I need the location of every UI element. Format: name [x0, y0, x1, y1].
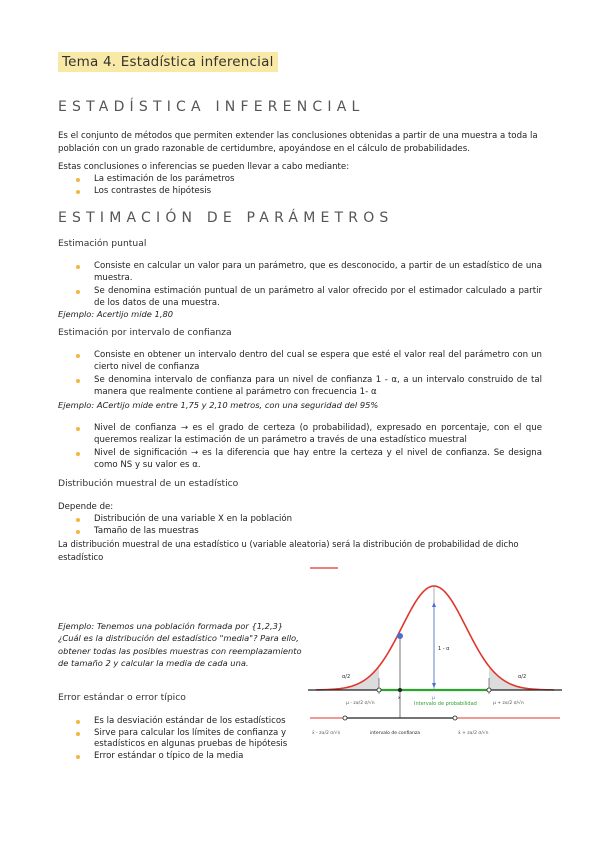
list-item: Nivel de confianza → es el grado de certeza (o probabilidad), expresado en porcentaje, con el que queremos realizar la estimación de un parámetro a través de una estadístico muestral — [76, 423, 542, 446]
list-item: Es la desviación estándar de los estadísticos — [76, 716, 288, 728]
distribucion-title: Distribución muestral de un estadístico — [58, 478, 239, 489]
mu-label: μ — [432, 696, 435, 701]
list-item: Distribución de una variable X en la población — [76, 514, 542, 526]
ci-upper-point — [453, 716, 457, 720]
mu-plus-label: μ + zα/2 σ/√n — [493, 701, 524, 706]
bullet-icon — [76, 452, 80, 456]
conclusiones-list — [76, 174, 546, 197]
x-label: x — [398, 696, 401, 701]
puntual-list — [76, 261, 542, 311]
bullet-icon — [76, 290, 80, 294]
intervalo-title: Estimación por intervalo de confianza — [58, 327, 232, 338]
distribucion-text: La distribución muestral de una estadístico u (variable aleatoria) será la distribución de probabilidad de dicho estadístico — [58, 539, 519, 562]
bullet-icon — [76, 732, 80, 736]
xbar-plus-label: x̄ + zα/2 σ/√n — [458, 731, 489, 736]
intervalo-list — [76, 350, 542, 400]
puntual-title: Estimación puntual — [58, 238, 147, 249]
list-item: La estimación de los parámetros — [76, 174, 546, 186]
bullet-icon — [76, 518, 80, 522]
alpha-left-label: α/2 — [342, 674, 351, 680]
mu-minus-label: μ - zα/2 σ/√n — [346, 701, 375, 706]
list-item: Sirve para calcular los límites de confianza y estadísticos en algunas pruebas de hipótesis — [76, 728, 288, 751]
nivel-list — [76, 423, 542, 473]
example-2: Ejemplo: Tenemos una población formada por {1,2,3} ¿Cuál es la distribución del estadístico "media"? Para ello, obtener todas las posibles muestras con reemplazamiento de tamaño 2 y calcular la media de cada una. — [58, 621, 302, 669]
probability-interval-label: Intervalo de probabilidad — [414, 701, 477, 707]
bullet-icon — [76, 190, 80, 194]
alpha-right-label: α/2 — [518, 674, 527, 680]
heading-estadistica-inferencial: ESTADÍSTICA INFERENCIAL — [58, 99, 365, 115]
list-item: Consiste en calcular un valor para un parámetro, que es desconocido, a partir de un estadístico de una muestra. — [76, 261, 542, 284]
intervalo-example: Ejemplo: ACertijo mide entre 1,75 y 2,10 metros, con una seguridad del 95% — [58, 400, 379, 410]
bullet-icon — [76, 530, 80, 534]
ci-lower-point — [343, 716, 347, 720]
bullet-icon — [76, 265, 80, 269]
list-item: Error estándar o típico de la media — [76, 751, 288, 763]
intro-paragraph: Es el conjunto de métodos que permiten extender las conclusiones obtenidas a partir de una muestra a toda la población con un grado razonable de certidumbre, apoyándose en el cálculo de probabilidades. — [58, 131, 538, 154]
list-item: Tamaño de las muestras — [76, 526, 542, 538]
heading-estimacion-parametros: ESTIMACIÓN DE PARÁMETROS — [58, 210, 394, 226]
conclusiones-text: Estas conclusiones o inferencias se pueden llevar a cabo mediante: — [58, 162, 350, 172]
depende-list — [76, 514, 542, 537]
list-item: Consiste en obtener un intervalo dentro del cual se espera que esté el valor real del parámetro con un cierto nivel de confianza — [76, 350, 542, 373]
xbar-minus-label: x̄ - zα/2 σ/√n — [312, 731, 341, 736]
puntual-example: Ejemplo: Acertijo mide 1,80 — [58, 309, 174, 319]
confidence-interval-figure — [308, 566, 562, 752]
document-title: Tema 4. Estadística inferencial — [58, 52, 278, 72]
bullet-icon — [76, 720, 80, 724]
upper-limit-point — [487, 688, 491, 692]
bullet-icon — [76, 427, 80, 431]
list-item: Se denomina estimación puntual de un parámetro al valor ofrecido por el estimador calculado a partir de los datos de una muestra. — [76, 286, 542, 309]
error-title: Error estándar o error típico — [58, 692, 186, 703]
bullet-icon — [76, 755, 80, 759]
list-item: Nivel de significación → es la diferencia que hay entre la certeza y el nivel de confianza. Se designa como NS y su valor es α. — [76, 448, 542, 471]
list-item: Se denomina intervalo de confianza para un nivel de confianza 1 - α, a un intervalo construido de tal manera que realmente contiene al parámetro con frecuencia 1- α — [76, 375, 542, 398]
sample-point — [397, 633, 403, 639]
depende-text: Depende de: — [58, 502, 114, 512]
one-minus-alpha-label: 1 - α — [438, 646, 450, 652]
confidence-interval-label: intervalo de confianza — [370, 731, 421, 736]
bullet-icon — [76, 354, 80, 358]
bullet-icon — [76, 379, 80, 383]
bullet-icon — [76, 178, 80, 182]
figure-background — [308, 566, 562, 752]
list-item: Los contrastes de hipótesis — [76, 186, 546, 198]
lower-limit-point — [377, 688, 381, 692]
sample-mean-point — [398, 688, 402, 692]
error-list — [76, 716, 288, 762]
